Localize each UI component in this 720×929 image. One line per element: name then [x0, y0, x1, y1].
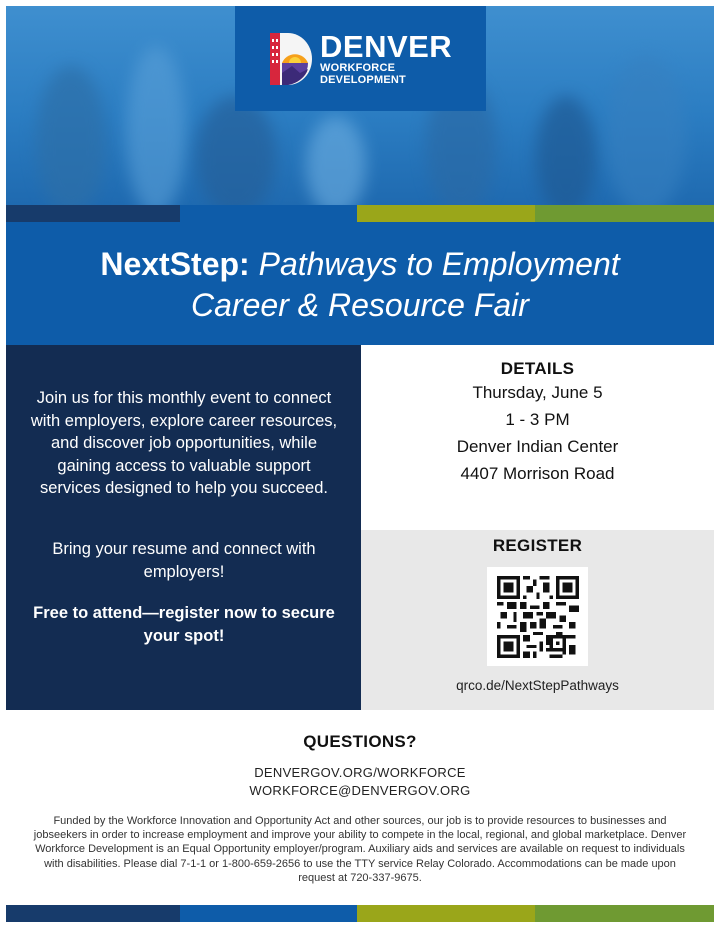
details-heading: DETAILS — [500, 359, 575, 378]
stripe-olive — [357, 205, 535, 222]
title-band — [6, 222, 714, 345]
qr-code[interactable] — [487, 567, 588, 666]
stripe-navy — [6, 905, 180, 922]
stripe-blue — [180, 205, 357, 222]
register-heading: REGISTER — [492, 536, 583, 555]
intro-panel — [6, 345, 361, 710]
title-brand: NextStep: — [100, 246, 250, 282]
questions-heading: QUESTIONS? — [303, 732, 417, 751]
event-address: 4407 Morrison Road — [460, 464, 615, 483]
logo-subline-1: WORKFORCE — [320, 61, 396, 74]
title-line-2: Career & Resource Fair — [191, 287, 529, 323]
details-panel — [361, 345, 714, 530]
email-link[interactable]: WORKFORCE@DENVERGOV.ORG — [249, 783, 471, 798]
stripe-navy — [6, 205, 180, 222]
stripe-green — [535, 905, 714, 922]
bottom-color-stripes — [6, 905, 714, 922]
intro-text: Join us for this monthly event to connect with employers, explore career resources, and discover job opportunities, while gaining access to valuable support services designed to help you succeed. — [30, 389, 338, 497]
qr-code-icon — [497, 576, 579, 658]
free-register-text: Free to attend—register now to secure your spot! — [33, 604, 335, 645]
event-time: 1 - 3 PM — [505, 410, 570, 429]
bring-resume-text: Bring your resume and connect with employers! — [52, 540, 316, 581]
stripe-blue — [180, 905, 357, 922]
register-url[interactable]: qrco.de/NextStepPathways — [456, 678, 619, 693]
title-subtitle: Pathways to Employment — [249, 246, 620, 282]
logo — [235, 6, 486, 111]
top-color-stripes — [6, 205, 714, 222]
stripe-olive — [357, 905, 535, 922]
website-link[interactable]: DENVERGOV.ORG/WORKFORCE — [254, 765, 466, 780]
questions-section — [6, 732, 714, 800]
stripe-green — [535, 205, 714, 222]
title-line-1 — [6, 244, 714, 284]
denver-d-logo-icon — [270, 33, 312, 85]
logo-subline-2: DEVELOPMENT — [320, 73, 406, 86]
event-venue: Denver Indian Center — [456, 437, 619, 456]
register-panel — [361, 530, 714, 710]
logo-name: DENVER — [320, 28, 453, 64]
event-date: Thursday, June 5 — [472, 383, 603, 402]
funding-disclaimer: Funded by the Workforce Innovation and Opportunity Act and other sources, our job is to provide resources to businesses and jobseekers in order to increase employment and improve your ability to compete in the local, regional, and global marketplace. Denver Workforce Development is an Equal Opportunity employer/program. Auxiliary aids and services are available on request to individuals with disabilities. Please dial 7-1-1 or 1-800-659-2656 to use the TTY service Relay Colorado. Accommodations can be made upon request at 720-337-9675. — [33, 815, 687, 884]
